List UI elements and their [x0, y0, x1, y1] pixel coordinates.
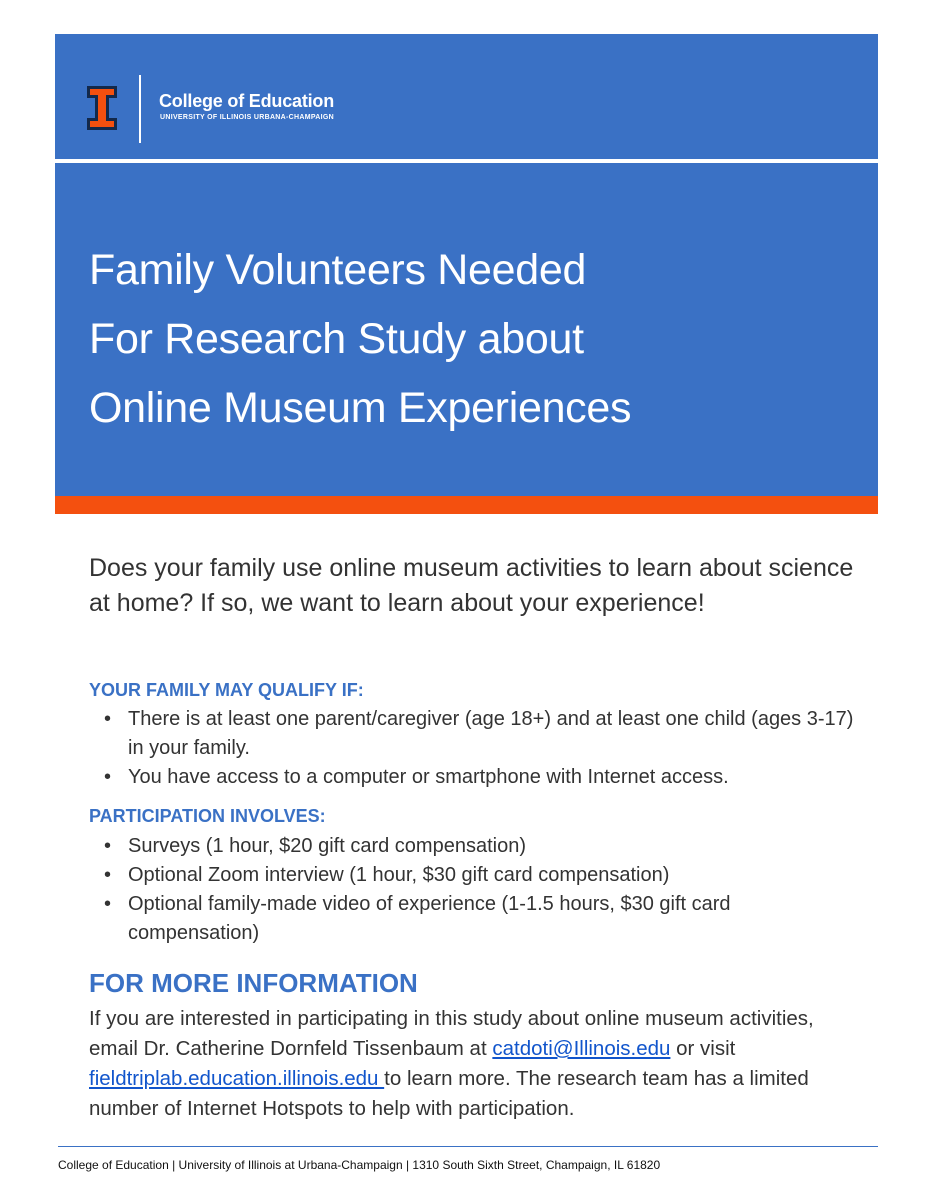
title-line-2: For Research Study about	[89, 315, 584, 363]
block-i-logo-icon	[87, 86, 117, 130]
bullet-icon: •	[104, 766, 112, 788]
info-text-part: If you are interested in participating in this study about online museum activities, email Dr. Catherine Dornfeld Tissenbaum at	[89, 1007, 814, 1060]
list-item	[104, 705, 864, 763]
qualify-list	[104, 705, 864, 792]
page-title	[89, 236, 849, 443]
title-line-3: Online Museum Experiences	[89, 384, 632, 432]
more-info-paragraph	[89, 1004, 849, 1124]
bullet-icon: •	[104, 893, 112, 915]
participation-heading: PARTICIPATION INVOLVES:	[89, 806, 326, 826]
title-line-1: Family Volunteers Needed	[89, 246, 587, 294]
bullet-icon: •	[104, 708, 112, 730]
email-link[interactable]: catdoti@Illinois.edu	[492, 1037, 671, 1060]
list-item-text: Surveys (1 hour, $20 gift card compensation)	[128, 835, 526, 857]
list-item-text: Optional Zoom interview (1 hour, $30 gift card compensation)	[128, 864, 670, 886]
list-item-text: You have access to a computer or smartphone with Internet access.	[128, 766, 729, 788]
qualify-heading: YOUR FAMILY MAY QUALIFY IF:	[89, 680, 364, 700]
title-banner	[55, 163, 878, 496]
list-item	[104, 763, 864, 792]
header-banner	[55, 34, 878, 159]
website-link[interactable]: fieldtriplab.education.illinois.edu	[89, 1067, 385, 1090]
list-item	[104, 890, 864, 948]
footer-text: College of Education | University of Illinois at Urbana-Champaign | 1310 South Sixth Street, Champaign, IL 61820	[58, 1158, 661, 1172]
info-text-part: to learn more. The research team has a limited number of Internet Hotspots to help with participation.	[89, 1067, 809, 1120]
college-name: College of Education	[159, 91, 335, 111]
info-text-part: or visit	[670, 1037, 736, 1060]
bullet-icon: •	[104, 864, 112, 886]
bullet-icon: •	[104, 835, 112, 857]
logo-divider	[139, 75, 141, 143]
participation-list	[104, 832, 864, 948]
list-item	[104, 832, 864, 861]
more-info-heading: FOR MORE INFORMATION	[89, 968, 418, 998]
list-item	[104, 861, 864, 890]
orange-accent-bar	[55, 496, 878, 514]
university-name: UNIVERSITY OF ILLINOIS URBANA-CHAMPAIGN	[160, 114, 334, 121]
list-item-text: There is at least one parent/caregiver (age 18+) and at least one child (ages 3-17) in your family.	[128, 708, 854, 759]
footer-divider	[58, 1146, 878, 1147]
intro-paragraph: Does your family use online museum activities to learn about science at home? If so, we want to learn about your experience!	[89, 554, 854, 617]
list-item-text: Optional family-made video of experience (1-1.5 hours, $30 gift card compensation)	[128, 893, 731, 944]
